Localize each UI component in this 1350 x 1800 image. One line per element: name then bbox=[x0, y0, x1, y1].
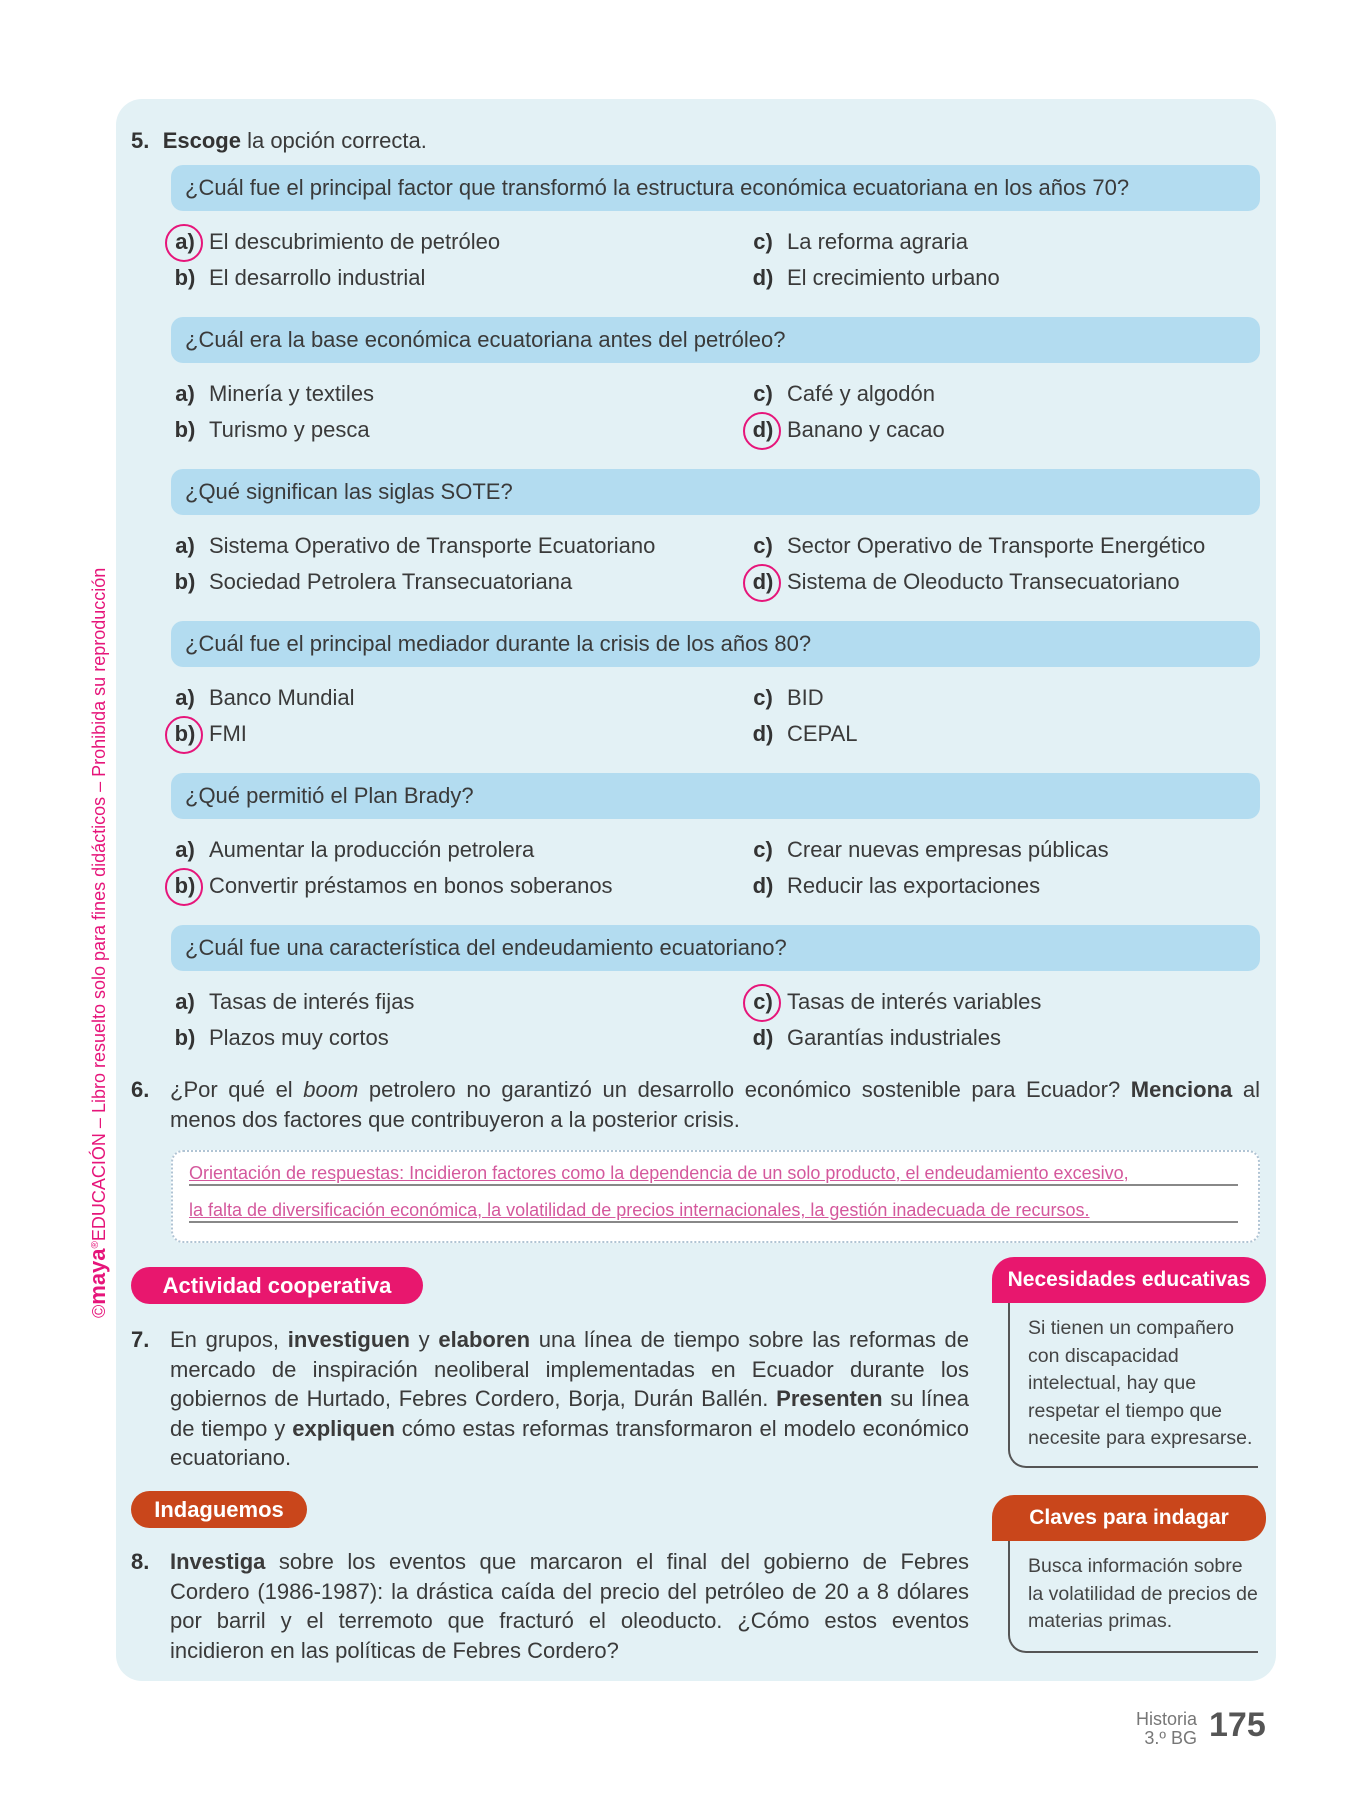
option-letter: c) bbox=[753, 381, 773, 406]
answer-line: Orientación de respuestas: Incidieron factores como la dependencia de un solo producto, el endeudamiento excesivo, bbox=[189, 1162, 1238, 1186]
option-letter: a) bbox=[175, 685, 195, 710]
claves-para-indagar-header: Claves para indagar bbox=[992, 1495, 1266, 1541]
notice-text: EDUCACIÓN – Libro resuelto solo para fines didácticos – Prohibida su reproducción bbox=[89, 567, 109, 1242]
option-letter: b) bbox=[174, 417, 196, 442]
selected-option-letter: c) bbox=[749, 987, 777, 1017]
copyright-symbol: © bbox=[89, 1304, 109, 1318]
option-text: CEPAL bbox=[787, 721, 858, 746]
answer-option[interactable] bbox=[171, 719, 247, 749]
option-text: Sistema de Oleoducto Transecuatoriano bbox=[787, 569, 1180, 594]
selected-option-letter: a) bbox=[171, 227, 199, 257]
answer-line: la falta de diversificación económica, la volatilidad de precios internacionales, la gestión inadecuada de recursos. bbox=[189, 1199, 1238, 1223]
option-letter: b) bbox=[174, 1025, 196, 1050]
q6-part: petrolero no garantizó un desarrollo económico sostenible para Ecuador? bbox=[358, 1077, 1131, 1102]
answer-option[interactable] bbox=[749, 835, 1109, 865]
option-text: Aumentar la producción petrolera bbox=[209, 837, 535, 862]
answer-option[interactable] bbox=[171, 1023, 389, 1053]
option-text: Sistema Operativo de Transporte Ecuatoriano bbox=[209, 533, 656, 558]
q8-part: sobre los eventos que marcaron el final del gobierno de Febres Cordero (1986-1987): la drástica caída del precio del petróleo de 20 a 8 dólares por barril y el terremoto que fracturó el oleoducto. ¿Cómo estos eventos incidieron en las políticas de Febres Cordero? bbox=[170, 1549, 969, 1663]
actividad-cooperativa-badge: Actividad cooperativa bbox=[131, 1267, 423, 1304]
answer-option[interactable] bbox=[171, 835, 534, 865]
option-letter: c) bbox=[753, 229, 773, 254]
option-letter: d) bbox=[752, 721, 774, 746]
q6-part: al menos dos factores que contribuyeron a la posterior crisis. bbox=[170, 1077, 1260, 1132]
q8-verb: Investiga bbox=[170, 1549, 266, 1574]
answer-option[interactable] bbox=[749, 719, 858, 749]
grade-label: 3.º BG bbox=[1144, 1728, 1197, 1748]
answer-option[interactable] bbox=[171, 263, 425, 293]
option-text: Banano y cacao bbox=[787, 417, 945, 442]
option-text: Turismo y pesca bbox=[209, 417, 370, 442]
option-letter: a) bbox=[175, 837, 195, 862]
answer-option[interactable] bbox=[171, 567, 572, 597]
option-letter: c) bbox=[753, 837, 773, 862]
answer-option[interactable] bbox=[171, 415, 370, 445]
answer-option[interactable] bbox=[749, 227, 968, 257]
q6-emphasis: boom bbox=[303, 1077, 359, 1102]
answer-option[interactable] bbox=[749, 987, 1041, 1017]
subject-label: Historia bbox=[1135, 1709, 1197, 1729]
option-text: Crear nuevas empresas públicas bbox=[787, 837, 1109, 862]
answer-option[interactable] bbox=[749, 1023, 1001, 1053]
answer-option[interactable] bbox=[749, 871, 1040, 901]
q7-verb: elaboren bbox=[438, 1327, 531, 1352]
option-text: El descubrimiento de petróleo bbox=[209, 229, 501, 254]
answer-option[interactable] bbox=[749, 531, 1205, 561]
copyright-notice: ©maya®EDUCACIÓN – Libro resuelto solo para fines didácticos – Prohibida su reproducción bbox=[85, 567, 110, 1318]
q6-answer-box[interactable] bbox=[171, 1150, 1260, 1243]
q5-number: 5. bbox=[131, 128, 150, 153]
option-letter: b) bbox=[174, 569, 196, 594]
option-letter: d) bbox=[752, 1025, 774, 1050]
q6-text bbox=[131, 1075, 1260, 1134]
selected-option-letter: d) bbox=[749, 567, 777, 597]
option-letter: d) bbox=[752, 873, 774, 898]
question-prompt: ¿Cuál era la base económica ecuatoriana antes del petróleo? bbox=[171, 317, 1260, 363]
q5-heading bbox=[131, 128, 427, 154]
option-letter: a) bbox=[175, 533, 195, 558]
option-text: FMI bbox=[209, 721, 247, 746]
option-text: Tasas de interés variables bbox=[787, 989, 1042, 1014]
option-text: BID bbox=[787, 685, 824, 710]
option-text: El desarrollo industrial bbox=[209, 265, 426, 290]
q7-part: una línea de tiempo sobre las reformas de mercado de inspiración neoliberal implementadas en Ecuador durante los gobiernos de Hurtado, Febres Cordero, Borja, Durán Ballén. bbox=[170, 1327, 969, 1411]
q7-number: 7. bbox=[131, 1327, 150, 1352]
necesidades-educativas-body: Si tienen un compañero con discapacidad intelectual, hay que respetar el tiempo que necesite para expresarse. bbox=[1008, 1303, 1258, 1468]
option-text: Tasas de interés fijas bbox=[209, 989, 415, 1014]
question-prompt: ¿Cuál fue una característica del endeudamiento ecuatoriano? bbox=[171, 925, 1260, 971]
answer-option[interactable] bbox=[749, 263, 1000, 293]
option-letter: c) bbox=[753, 533, 773, 558]
q8-text bbox=[131, 1547, 969, 1665]
question-prompt: ¿Qué permitió el Plan Brady? bbox=[171, 773, 1260, 819]
answer-option[interactable] bbox=[171, 379, 374, 409]
q6-number: 6. bbox=[131, 1077, 150, 1102]
q7-part: y bbox=[409, 1327, 439, 1352]
footer-subject bbox=[1110, 1710, 1197, 1748]
option-text: Convertir préstamos en bonos soberanos bbox=[209, 873, 613, 898]
necesidades-educativas-header: Necesidades educativas bbox=[992, 1257, 1266, 1303]
page-number: 175 bbox=[1209, 1706, 1266, 1744]
q6-verb: Menciona bbox=[1130, 1077, 1233, 1102]
answer-option[interactable] bbox=[749, 683, 824, 713]
q7-text bbox=[131, 1325, 969, 1473]
selected-option-letter: b) bbox=[171, 719, 199, 749]
option-text: Reducir las exportaciones bbox=[787, 873, 1041, 898]
selected-option-letter: d) bbox=[749, 415, 777, 445]
q7-verb: investiguen bbox=[287, 1327, 410, 1352]
q7-part: su línea de tiempo y bbox=[170, 1386, 969, 1441]
option-letter: b) bbox=[174, 265, 196, 290]
answer-option[interactable] bbox=[749, 379, 935, 409]
option-text: La reforma agraria bbox=[787, 229, 968, 254]
q7-part: cómo estas reformas transformaron el modelo económico ecuatoriano. bbox=[170, 1415, 970, 1470]
q5-instruction: la opción correcta. bbox=[240, 128, 427, 153]
q6-part: ¿Por qué el bbox=[170, 1077, 304, 1102]
answer-option[interactable] bbox=[171, 227, 500, 257]
q7-verb: Presenten bbox=[776, 1386, 883, 1411]
question-prompt: ¿Cuál fue el principal factor que transformó la estructura económica ecuatoriana en los años 70? bbox=[171, 165, 1260, 211]
indaguemos-badge: Indaguemos bbox=[131, 1491, 307, 1528]
option-letter: d) bbox=[752, 265, 774, 290]
answer-option[interactable] bbox=[171, 683, 355, 713]
option-letter: a) bbox=[175, 381, 195, 406]
answer-option[interactable] bbox=[171, 531, 655, 561]
answer-option[interactable] bbox=[171, 987, 414, 1017]
question-prompt: ¿Cuál fue el principal mediador durante la crisis de los años 80? bbox=[171, 621, 1260, 667]
option-text: Garantías industriales bbox=[787, 1025, 1001, 1050]
option-text: Café y algodón bbox=[787, 381, 935, 406]
brand-logo: maya bbox=[85, 1248, 110, 1305]
selected-option-letter: b) bbox=[171, 871, 199, 901]
claves-para-indagar-body: Busca información sobre la volatilidad de precios de materias primas. bbox=[1008, 1541, 1258, 1653]
option-text: El crecimiento urbano bbox=[787, 265, 1000, 290]
q5-verb: Escoge bbox=[162, 128, 241, 153]
q7-verb: expliquen bbox=[292, 1415, 395, 1441]
option-text: Plazos muy cortos bbox=[209, 1025, 389, 1050]
answer-option[interactable] bbox=[171, 871, 613, 901]
option-text: Banco Mundial bbox=[209, 685, 355, 710]
option-text: Minería y textiles bbox=[209, 381, 375, 406]
option-letter: c) bbox=[753, 685, 773, 710]
option-text: Sector Operativo de Transporte Energético bbox=[787, 533, 1206, 558]
option-text: Sociedad Petrolera Transecuatoriana bbox=[209, 569, 573, 594]
q8-number: 8. bbox=[131, 1549, 150, 1574]
option-letter: a) bbox=[175, 989, 195, 1014]
question-prompt: ¿Qué significan las siglas SOTE? bbox=[171, 469, 1260, 515]
answer-option[interactable] bbox=[749, 415, 945, 445]
q7-part: En grupos, bbox=[170, 1327, 288, 1352]
answer-option[interactable] bbox=[749, 567, 1180, 597]
